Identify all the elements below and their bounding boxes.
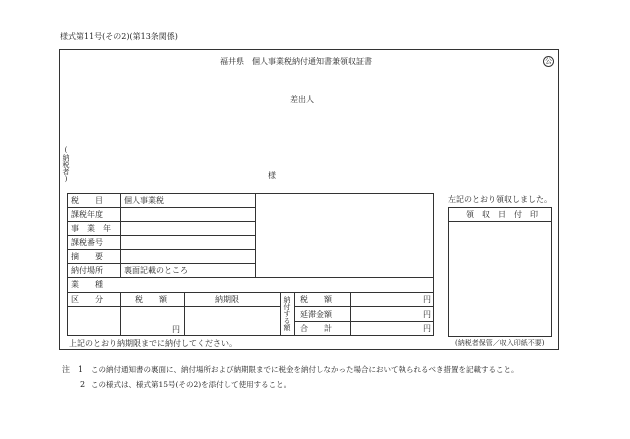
- row-label-business-year: 事 業 年: [71, 224, 111, 233]
- note-1-text: この納付通知書の裏面に、納付場所および納期限までに税金を納付しなかった場合において執られるべき措置を記載すること。: [91, 365, 519, 374]
- amount-label-tax: 税 額: [300, 295, 332, 304]
- form-number: 様式第11号(その2)(第13条関係): [60, 32, 178, 41]
- form-title: 福井県 個人事業税納付通知書兼領収証書: [220, 57, 372, 66]
- row-label-summary: 摘 要: [71, 252, 103, 261]
- receipt-stamp-box: [448, 207, 552, 337]
- amount-unit-total: 円: [423, 324, 431, 333]
- tax-amount-yen: 円: [172, 325, 180, 334]
- note-1-number: 注 1: [62, 365, 84, 374]
- pay-amount-label: 納付する額: [283, 296, 291, 331]
- row-label-payment-place: 納付場所: [71, 266, 103, 275]
- sender-label: 差出人: [290, 95, 314, 104]
- row-value-tax-item: 個人事業税: [124, 196, 164, 205]
- header-tax-amount: 税 額: [135, 295, 167, 304]
- header-category: 区 分: [71, 295, 103, 304]
- row-value-payment-place: 裏面記載のところ: [124, 266, 188, 275]
- footer-instruction: 上記のとおり納期限までに納付してください。: [69, 339, 237, 348]
- row-label-industry: 業 種: [71, 280, 103, 289]
- amount-label-late-fee: 延滞金額: [300, 310, 332, 319]
- note-2-number: 2: [80, 380, 86, 389]
- receipt-stamp-label: 領 収 日 付 印: [466, 210, 538, 219]
- footer-keep-note: (納税者保管／収入印紙不要): [455, 339, 545, 347]
- header-due-date: 納期限: [215, 295, 239, 304]
- amount-unit-tax: 円: [423, 295, 431, 304]
- public-seal-mark: 公: [545, 57, 552, 65]
- amount-label-total: 合 計: [300, 324, 332, 333]
- taxpayer-label: (納税者): [62, 146, 70, 183]
- amount-unit-late-fee: 円: [423, 310, 431, 319]
- honorific-sama: 様: [268, 171, 276, 180]
- row-label-tax-item: 税 目: [71, 196, 103, 205]
- note-2-text: この様式は、様式第15号(その2)を添付して使用すること。: [91, 380, 292, 389]
- tax-info-table: [67, 193, 434, 336]
- row-label-tax-year: 課税年度: [71, 210, 103, 219]
- receipt-text: 左記のとおり領収しました。: [448, 195, 552, 204]
- row-label-tax-number: 課税番号: [71, 238, 103, 247]
